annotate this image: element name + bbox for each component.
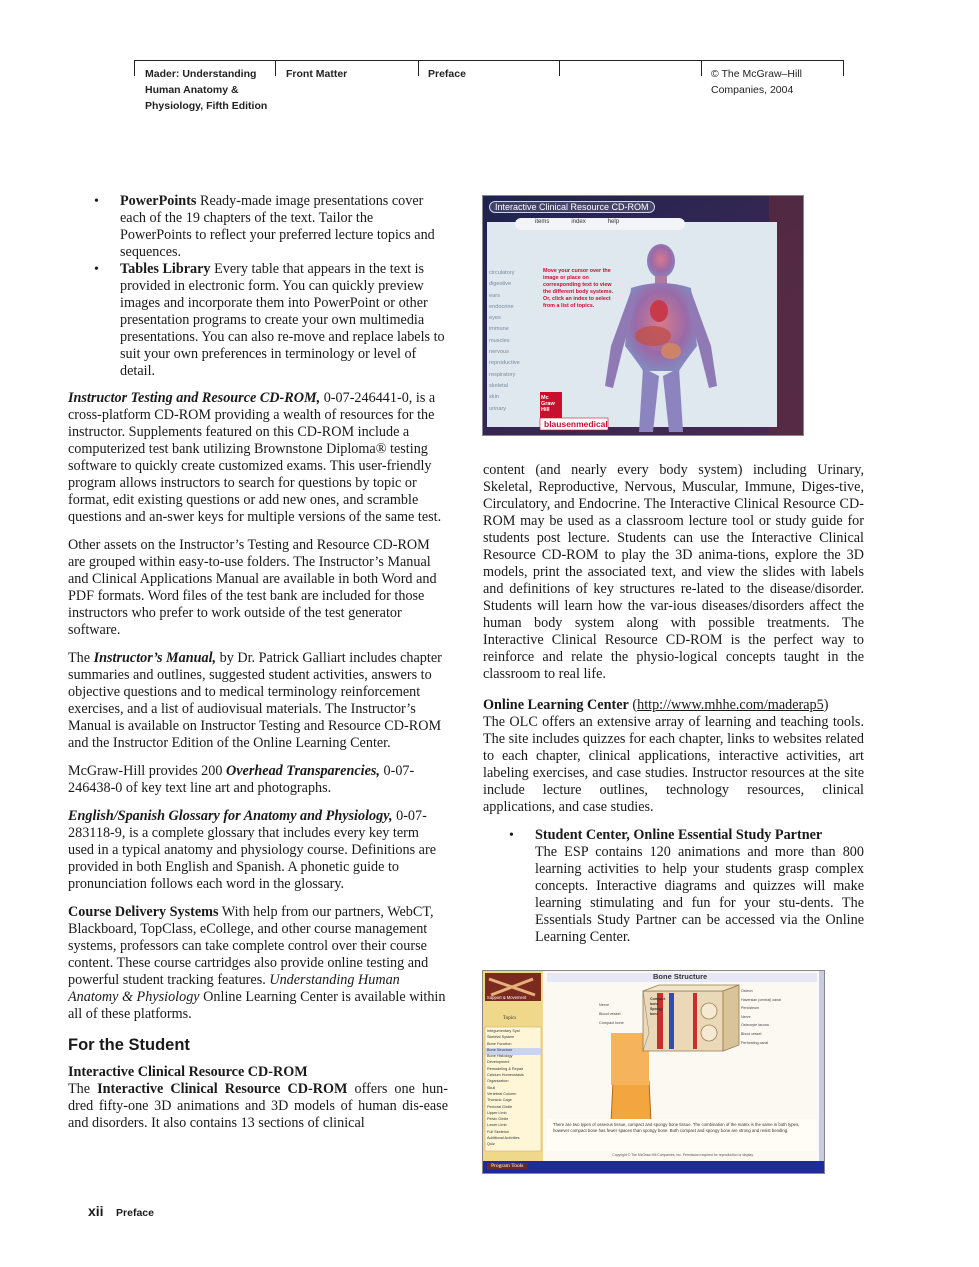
bone-labels-top bbox=[650, 997, 672, 1017]
cdrom-tab-index[interactable]: index bbox=[571, 219, 586, 225]
section-heading-student: For the Student bbox=[68, 1036, 190, 1054]
topic-item[interactable]: Vertebral Column bbox=[487, 1091, 517, 1096]
supplement-bullets bbox=[68, 193, 448, 380]
system-item[interactable]: muscles bbox=[489, 337, 510, 344]
bone-label: Periosteum bbox=[741, 1006, 760, 1011]
bullet-student-center: • Student Center, Online Essential Study Partner The ESP contains 120 animations and more than 800 learning activities to help your students grasp complex concepts. Interactive diagrams and quizzes will make learning stimulating and fun for your stu-dents. The Essentials Study Partner can be accessed via the Online Learning Center. bbox=[483, 827, 864, 946]
topic-item[interactable]: Remodeling & Repair bbox=[487, 1066, 524, 1071]
right-column bbox=[483, 462, 864, 952]
bone-label: Blood vessel bbox=[599, 1012, 621, 1016]
left-column bbox=[68, 193, 448, 1143]
page-footer bbox=[88, 1203, 154, 1221]
topic-item[interactable]: Upper Limb bbox=[487, 1110, 507, 1115]
topic-item[interactable]: Calcium Homeostasis bbox=[487, 1073, 524, 1078]
cdrom-screenshot bbox=[483, 196, 804, 436]
system-item[interactable]: endocrine bbox=[489, 303, 514, 310]
system-item[interactable]: circulatory bbox=[489, 270, 515, 276]
cdrom-tab-help[interactable]: help bbox=[607, 219, 620, 225]
bone-label: Nerve bbox=[741, 1014, 751, 1019]
bullet-powerpoints: • PowerPoints Ready-made image presentations cover each of the 19 chapters of the text. Tailor the PowerPoints to reflect your preferred lecture topics and sequences. bbox=[68, 193, 448, 261]
topic-item[interactable]: Bone Structure bbox=[487, 1047, 513, 1052]
program-tools-button[interactable]: Program Tools bbox=[487, 1163, 527, 1169]
topic-item[interactable]: Skeletal System bbox=[487, 1035, 515, 1040]
figure-bone-structure bbox=[482, 970, 825, 1174]
header-chapter: Preface bbox=[428, 68, 466, 80]
footer-label: Preface bbox=[116, 1207, 154, 1219]
system-item[interactable]: nervous bbox=[489, 349, 509, 356]
para-course-delivery: Course Delivery Systems With help from our partners, WebCT, Blackboard, TopClass, eCollege, and other course management systems, professors can take complete control over their course content. These course cartridges also provide online testing and powerful student tracking features. Understanding Human Anatomy & Physiology Online Learning Center is available within all of these platforms. bbox=[68, 904, 446, 1022]
figure-clinical-cdrom bbox=[482, 195, 804, 436]
system-item[interactable]: eyes bbox=[489, 315, 501, 322]
para-glossary: English/Spanish Glossary for Anatomy and Physiology, 0-07-283118-9, is a complete glossary that includes every key term used in a typical anatomy and physiology course. Definitions are provided in both English and Spanish. A phonetic guide to pronunciation follows each word in the glossary. bbox=[68, 808, 436, 892]
esp-topic-list bbox=[487, 1028, 541, 1148]
topic-item[interactable]: Lower Limb bbox=[487, 1123, 507, 1128]
bone-label: Compact bone bbox=[650, 997, 666, 1006]
header-rule bbox=[134, 60, 844, 61]
topic-item[interactable]: Organization bbox=[487, 1079, 509, 1084]
header-copyright: © The McGraw–Hill Companies, 2004 bbox=[711, 68, 802, 96]
para-other-assets: Other assets on the Instructor’s Testing and Resource CD-ROM are grouped within easy-to-use folders. The Instructor’s Manual and Clinical Applications Manual are available in both Word and PDF formats. Word files of the test bank are included for those instructors who prefer to work outside of the test generator software. bbox=[68, 537, 437, 638]
page-number: xii bbox=[88, 1203, 104, 1219]
system-item[interactable]: skeletal bbox=[489, 382, 508, 389]
bone-label: Blood vessel bbox=[741, 1031, 762, 1036]
bone-label: Compact bone bbox=[599, 1021, 624, 1025]
para-overhead-transparencies: McGraw-Hill provides 200 Overhead Transparencies, 0-07-246438-0 of key text line art and photographs. bbox=[68, 763, 415, 796]
topic-item[interactable]: Quiz bbox=[487, 1142, 495, 1147]
bone-label: Osteon bbox=[741, 989, 753, 993]
topic-item[interactable]: Full Skeleton bbox=[487, 1129, 509, 1134]
topic-item[interactable]: Bone Histology bbox=[487, 1054, 513, 1059]
system-item[interactable]: ears bbox=[489, 292, 500, 299]
cdrom-tab-items[interactable]: items bbox=[535, 219, 550, 225]
bone-copyright: Copyright © The McGraw-Hill Companies, Inc. Permission required for reproduction or display. bbox=[612, 1153, 754, 1157]
bone-structure-title: Bone Structure bbox=[653, 972, 708, 981]
bone-label: Osteocyte lacuna bbox=[741, 1023, 769, 1028]
mcgraw-hill-logo: Mc Graw Hill bbox=[541, 395, 555, 413]
bone-label: Nerve bbox=[599, 1003, 610, 1007]
topic-item[interactable]: Pelvic Girdle bbox=[487, 1117, 509, 1122]
para-online-learning-center: Online Learning Center (http://www.mhhe.com/maderap5) The OLC offers an extensive array of learning and teaching tools. The site includes quizzes for each chapter, links to websites related to each chapter, clinical applications, interactive activities, art labeling exercises, and case studies. Instructor resources at the site include lecture outlines, technology resources, clinical applications, and case studies. bbox=[483, 697, 864, 815]
bone-labels-right bbox=[741, 987, 811, 1047]
topic-item[interactable]: Integumentary Syst bbox=[487, 1029, 520, 1033]
header-part: Front Matter bbox=[286, 68, 348, 80]
student-center-bullet bbox=[483, 827, 864, 946]
topic-item[interactable]: Additional Activities bbox=[487, 1136, 520, 1141]
cdrom-tabs bbox=[535, 219, 619, 225]
system-item[interactable]: urinary bbox=[489, 405, 507, 412]
header-book-title: Mader: Understanding Human Anatomy & Physiology, Fifth Edition bbox=[145, 68, 268, 112]
cdrom-instruction: Move your cursor over the image or place on corresponding text to view the different body systems. Or, click an index to select from a list of topics. bbox=[543, 268, 614, 309]
system-item[interactable]: respiratory bbox=[489, 371, 516, 378]
bone-labels-left bbox=[599, 1001, 639, 1028]
para-instructors-manual: The Instructor’s Manual, by Dr. Patrick Galliart includes chapter summaries and outlines, suggested student activities, answers to objective questions and to medical terminology reinforcement exercises, and a list of audiovisual materials. The Instructor’s Manual is available on Instructor Testing and Resource CD-ROM and the Instructor Edition of the Online Learning Center. bbox=[68, 650, 442, 751]
topic-item[interactable]: Thoracic Cage bbox=[487, 1098, 512, 1103]
system-item[interactable]: immune bbox=[489, 326, 509, 333]
bullet-tables-library: • Tables Library Every table that appears in the text is provided in electronic form. You can quickly preview images and incorporate them into PowerPoint or other presentation programs to create your own multimedia presentations. You can also re-move and replace labels to suit your own preferences in terminology or level of detail. bbox=[68, 261, 448, 380]
bone-caption: There are two types of osseous tissue, compact and spongy bone tissue. The combination of the matrix is the same in both types, however compact bone has fewer spaces than spongy bone. Both compact and spongy bone are strong and resist bending. bbox=[553, 1122, 800, 1133]
para-interactive-clinical: Interactive Clinical Resource CD-ROM The Interactive Clinical Resource CD-ROM offers one hun-dred fifty-one 3D animations and 3D models of human dis-ease and disorders. It also contains 13 sections of clinical bbox=[68, 1064, 448, 1131]
olc-url-link[interactable]: http://www.mhhe.com/maderap5 bbox=[637, 697, 824, 713]
para-clinical-content: content (and nearly every body system) including Urinary, Skeletal, Reproductive, Nervous, Muscular, Immune, Diges-tive, Circulatory, and Endocrine. The Interactive Clinical Resource CD-ROM may be used as a classroom lecture tool or study guide for students post lecture. Students can use the Interactive Clinical Resource CD-ROM to play the 3D anima-tions, explore the 3D models, print the associated text, and view the slides with labels and definitions of key structures re-lated to the disease/disorder. Students will learn how the var-ious diseases/disorders affect the human body system along with possible treatments. The Interactive Clinical Resource CD-ROM is the perfect way to reinforce and relate the physio-logical concepts taught in the classroom to real life. bbox=[483, 462, 864, 682]
topic-item[interactable]: Skull bbox=[487, 1085, 496, 1090]
topic-item[interactable]: Bone Function bbox=[487, 1041, 512, 1046]
blausen-logo: blausenmedical bbox=[544, 419, 608, 429]
topic-item[interactable]: Pectoral Girdle bbox=[487, 1104, 513, 1109]
esp-topics-label: Topics bbox=[503, 1016, 517, 1021]
bone-label: Haversian (central) canal bbox=[741, 997, 781, 1002]
bone-label: Spongy bone bbox=[650, 1007, 664, 1016]
para-instructor-testing: Instructor Testing and Resource CD-ROM, 0-07-246441-0, is a cross-platform CD-ROM providing a wealth of resources for the instructor. Supplements featured on this CD-ROM include a computerized test bank utilizing Brownstone Diploma® testing software to quickly create customized exams. This user-friendly program allows instructors to search for questions by topic or format, edit existing questions or add new ones, and scramble questions and an-swer keys for multiple versions of the same test. bbox=[68, 390, 442, 525]
cdrom-title-bar: Interactive Clinical Resource CD-ROM bbox=[489, 201, 655, 213]
topic-item[interactable]: Development bbox=[487, 1060, 510, 1065]
running-header bbox=[134, 60, 844, 116]
system-item[interactable]: skin bbox=[489, 394, 499, 401]
cdrom-system-list bbox=[489, 268, 529, 415]
bone-label: Perforating canal bbox=[741, 1040, 769, 1045]
system-item[interactable]: digestive bbox=[489, 281, 512, 288]
system-item[interactable]: reproductive bbox=[489, 360, 520, 367]
esp-nav-head: Support & Movement bbox=[487, 995, 527, 1000]
